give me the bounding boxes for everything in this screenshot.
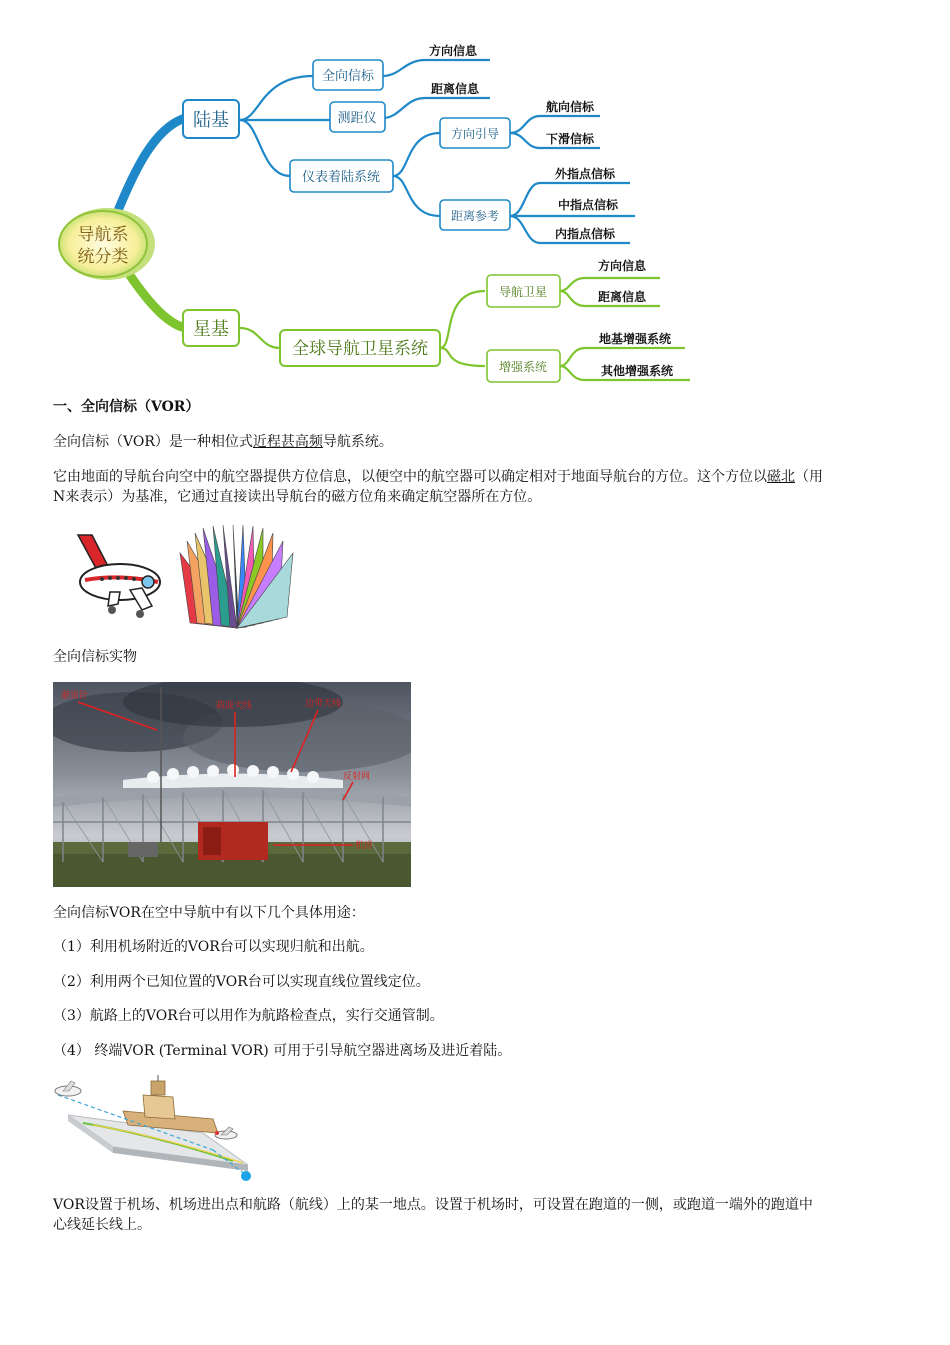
- p2-text-b: （用: [795, 469, 823, 485]
- photo-label-sideband-antenna: 边带天线: [305, 699, 342, 709]
- leaf-localizer: 航向信标: [545, 100, 595, 114]
- p1-text-a: 全向信标（VOR）是一种相位式: [53, 434, 253, 450]
- photo-label-carrier-antenna: 载波天线: [216, 701, 253, 711]
- p-last-line1: VOR设置于机场、机场进出点和航路（航线）上的某一地点。设置于机场时，可设置在跑道的一侧，或跑道一端外的跑道中: [53, 1197, 813, 1213]
- node-augmentation: 增强系统: [498, 360, 548, 374]
- vor-radial-fan-image: [175, 523, 300, 631]
- use-item-3: （3）航路上的VOR台可以用作为航路检查点，实行交通管制。: [53, 1008, 444, 1024]
- leaf-inner-marker: 内指点信标: [554, 227, 616, 241]
- leaf-gbas: 地基增强系统: [598, 332, 672, 346]
- use-item-2: （2）利用两个已知位置的VOR台可以实现直线位置线定位。: [53, 974, 430, 990]
- uses-intro: 全向信标VOR在空中导航中有以下几个具体用途：: [53, 905, 365, 921]
- leaf-sat-direction: 方向信息: [597, 259, 647, 273]
- node-ground: 陆基: [193, 110, 229, 131]
- leaf-glideslope: 下滑信标: [545, 132, 595, 146]
- node-space: 星基: [193, 319, 229, 340]
- p2-text-a: 它由地面的导航台向空中的航空器提供方位信息，以便空中的航空器可以确定相对于地面导航台的方位。这个方位以: [53, 469, 767, 485]
- node-gnss: 全球导航卫星系统: [292, 339, 428, 359]
- leaf-dme-distance: 距离信息: [430, 82, 480, 96]
- airplane-icon-left: [55, 1081, 81, 1096]
- cartoon-airplane-image: [70, 530, 165, 620]
- link-magnetic-north[interactable]: 磁北: [767, 469, 795, 485]
- node-direction-guide: 方向引导: [450, 127, 500, 141]
- node-vor: 全向信标: [321, 69, 375, 84]
- photo-label-equipment-room: 机房: [355, 841, 374, 851]
- p1-text-b: 导航系统。: [322, 434, 393, 450]
- leaf-middle-marker: 中指点信标: [557, 198, 619, 212]
- use-item-4: （4） 终端VOR (Terminal VOR) 可用于引导航空器进离场及进近着陆。: [53, 1043, 512, 1059]
- caption-vor-photo: 全向信标实物: [53, 649, 137, 665]
- branch-ground-trunk: [115, 118, 185, 218]
- link-vhf[interactable]: 近程甚高频: [252, 434, 323, 450]
- photo-label-lightning-rod: 避雷针: [61, 691, 89, 701]
- root-label-line1: 导航系: [77, 225, 129, 245]
- node-nav-sat: 导航卫星: [498, 285, 548, 299]
- photo-label-reflector: 反射网: [343, 772, 371, 782]
- leaf-other-aug: 其他增强系统: [600, 364, 674, 378]
- leaf-outer-marker: 外指点信标: [554, 167, 616, 181]
- paragraph-vor-siting: [53, 1195, 898, 1235]
- paragraph-vor-definition: [53, 432, 393, 452]
- mindmap-root: [59, 208, 155, 280]
- navigation-classification-mindmap: [45, 38, 705, 388]
- section-heading-vor: 一、全向信标（VOR）: [53, 399, 200, 415]
- leaf-vor-direction: 方向信息: [428, 44, 478, 58]
- branch-space-trunk: [125, 268, 185, 328]
- airport-vor-illustration: [53, 1075, 258, 1187]
- airplane-icon-right: [215, 1127, 237, 1139]
- use-item-1: （1）利用机场附近的VOR台可以实现归航和出航。: [53, 939, 374, 955]
- leaf-sat-distance: 距离信息: [597, 290, 647, 304]
- node-distance-ref: 距离参考: [450, 209, 500, 223]
- node-ils: 仪表着陆系统: [301, 170, 381, 185]
- paragraph-vor-bearing: [53, 467, 903, 507]
- node-dme: 测距仪: [337, 111, 377, 126]
- p-last-line2: 心线延长线上。: [53, 1217, 151, 1233]
- p2-text-line2: N来表示）为基准，它通过直接读出导航台的磁方位角来确定航空器所在方位。: [53, 489, 542, 505]
- vor-station-photo: [53, 682, 411, 887]
- root-label-line2: 统分类: [77, 247, 129, 267]
